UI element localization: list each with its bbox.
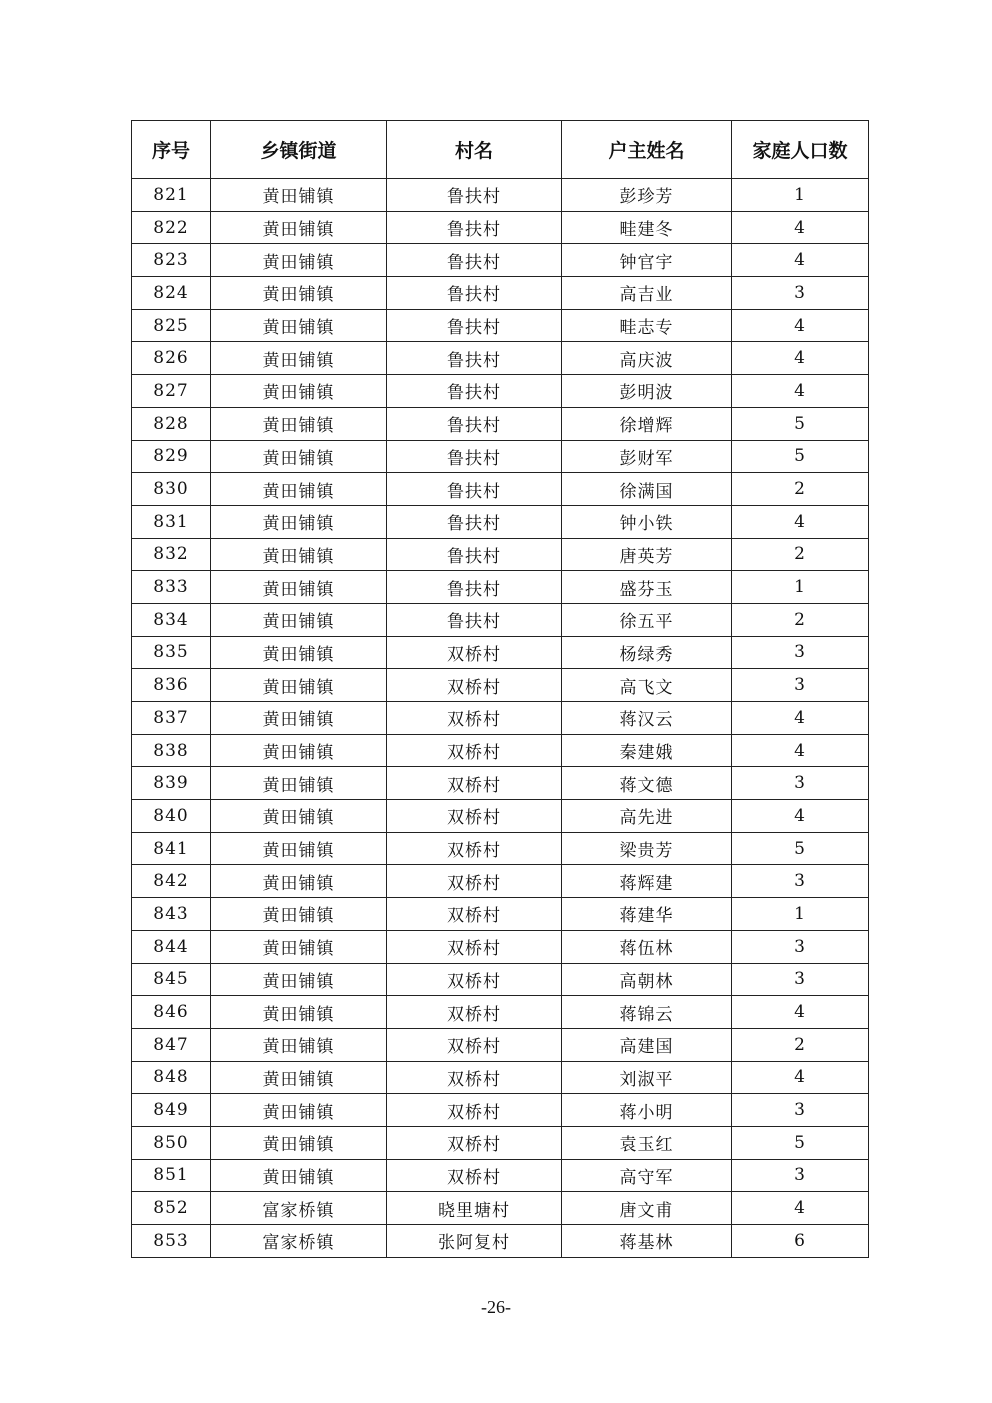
village-cell: 双桥村 (387, 1159, 562, 1192)
table-row (132, 1028, 869, 1061)
village-cell: 鲁扶村 (387, 342, 562, 375)
page-number: -26- (481, 1297, 511, 1317)
table-row (132, 342, 869, 375)
householder-cell: 唐英芳 (562, 538, 732, 571)
householder-cell: 杨绿秀 (562, 636, 732, 669)
township-cell: 黄田铺镇 (211, 571, 387, 604)
householder-cell: 唐文甫 (562, 1192, 732, 1225)
family-size-cell: 3 (732, 1159, 869, 1192)
column-header-family-size: 家庭人口数 (732, 121, 869, 179)
table-row (132, 800, 869, 833)
serial-cell: 832 (132, 538, 211, 571)
householder-cell: 刘淑平 (562, 1061, 732, 1094)
table-row (132, 211, 869, 244)
householder-cell: 彭财军 (562, 440, 732, 473)
table-row (132, 179, 869, 212)
table-row (132, 473, 869, 506)
township-cell: 黄田铺镇 (211, 996, 387, 1029)
serial-cell: 822 (132, 211, 211, 244)
family-size-cell: 4 (732, 244, 869, 277)
village-cell: 双桥村 (387, 734, 562, 767)
family-size-cell: 4 (732, 734, 869, 767)
village-cell: 张阿复村 (387, 1225, 562, 1258)
township-cell: 黄田铺镇 (211, 832, 387, 865)
household-table (131, 120, 869, 1258)
serial-cell: 823 (132, 244, 211, 277)
family-size-cell: 3 (732, 669, 869, 702)
family-size-cell: 4 (732, 702, 869, 735)
family-size-cell: 1 (732, 571, 869, 604)
householder-cell: 盛芬玉 (562, 571, 732, 604)
village-cell: 晓里塘村 (387, 1192, 562, 1225)
village-cell: 鲁扶村 (387, 309, 562, 342)
householder-cell: 钟小铁 (562, 505, 732, 538)
serial-cell: 827 (132, 375, 211, 408)
family-size-cell: 4 (732, 1061, 869, 1094)
table-row (132, 865, 869, 898)
family-size-cell: 2 (732, 603, 869, 636)
serial-cell: 849 (132, 1094, 211, 1127)
table-header-row (132, 121, 869, 179)
table-row (132, 603, 869, 636)
serial-cell: 824 (132, 277, 211, 310)
township-cell: 黄田铺镇 (211, 407, 387, 440)
township-cell: 黄田铺镇 (211, 211, 387, 244)
serial-cell: 842 (132, 865, 211, 898)
householder-cell: 蒋建华 (562, 898, 732, 931)
family-size-cell: 2 (732, 473, 869, 506)
township-cell: 黄田铺镇 (211, 669, 387, 702)
village-cell: 鲁扶村 (387, 244, 562, 277)
family-size-cell: 4 (732, 309, 869, 342)
village-cell: 鲁扶村 (387, 375, 562, 408)
township-cell: 黄田铺镇 (211, 702, 387, 735)
village-cell: 双桥村 (387, 996, 562, 1029)
village-cell: 双桥村 (387, 1061, 562, 1094)
village-cell: 鲁扶村 (387, 277, 562, 310)
serial-cell: 836 (132, 669, 211, 702)
householder-cell: 梁贵芳 (562, 832, 732, 865)
table-row (132, 1094, 869, 1127)
township-cell: 黄田铺镇 (211, 1094, 387, 1127)
table-row (132, 767, 869, 800)
table-row (132, 996, 869, 1029)
family-size-cell: 3 (732, 1094, 869, 1127)
township-cell: 黄田铺镇 (211, 244, 387, 277)
householder-cell: 高庆波 (562, 342, 732, 375)
householder-cell: 高朝林 (562, 963, 732, 996)
serial-cell: 837 (132, 702, 211, 735)
table-row (132, 963, 869, 996)
column-header-township: 乡镇街道 (211, 121, 387, 179)
family-size-cell: 4 (732, 505, 869, 538)
serial-cell: 831 (132, 505, 211, 538)
village-cell: 双桥村 (387, 898, 562, 931)
township-cell: 黄田铺镇 (211, 538, 387, 571)
village-cell: 双桥村 (387, 930, 562, 963)
township-cell: 黄田铺镇 (211, 277, 387, 310)
table-row (132, 309, 869, 342)
serial-cell: 825 (132, 309, 211, 342)
family-size-cell: 4 (732, 1192, 869, 1225)
village-cell: 鲁扶村 (387, 407, 562, 440)
family-size-cell: 3 (732, 930, 869, 963)
householder-cell: 蒋基林 (562, 1225, 732, 1258)
village-cell: 鲁扶村 (387, 179, 562, 212)
family-size-cell: 5 (732, 832, 869, 865)
householder-cell: 高飞文 (562, 669, 732, 702)
serial-cell: 846 (132, 996, 211, 1029)
table-row (132, 1192, 869, 1225)
table-row (132, 734, 869, 767)
family-size-cell: 5 (732, 1126, 869, 1159)
serial-cell: 838 (132, 734, 211, 767)
township-cell: 黄田铺镇 (211, 440, 387, 473)
township-cell: 黄田铺镇 (211, 800, 387, 833)
householder-cell: 徐五平 (562, 603, 732, 636)
family-size-cell: 2 (732, 1028, 869, 1061)
village-cell: 双桥村 (387, 1028, 562, 1061)
village-cell: 双桥村 (387, 865, 562, 898)
village-cell: 双桥村 (387, 1126, 562, 1159)
village-cell: 双桥村 (387, 636, 562, 669)
township-cell: 黄田铺镇 (211, 865, 387, 898)
table-row (132, 375, 869, 408)
householder-cell: 蒋汉云 (562, 702, 732, 735)
table-row (132, 898, 869, 931)
family-size-cell: 4 (732, 996, 869, 1029)
township-cell: 黄田铺镇 (211, 375, 387, 408)
table-row (132, 407, 869, 440)
table-row (132, 669, 869, 702)
township-cell: 黄田铺镇 (211, 1159, 387, 1192)
family-size-cell: 4 (732, 211, 869, 244)
table-row (132, 636, 869, 669)
table-row (132, 505, 869, 538)
serial-cell: 847 (132, 1028, 211, 1061)
table-body (132, 179, 869, 1258)
family-size-cell: 4 (732, 375, 869, 408)
family-size-cell: 2 (732, 538, 869, 571)
serial-cell: 830 (132, 473, 211, 506)
table-row (132, 538, 869, 571)
serial-cell: 844 (132, 930, 211, 963)
householder-cell: 徐增辉 (562, 407, 732, 440)
householder-cell: 蒋文德 (562, 767, 732, 800)
family-size-cell: 1 (732, 898, 869, 931)
serial-cell: 845 (132, 963, 211, 996)
village-cell: 鲁扶村 (387, 505, 562, 538)
column-header-householder: 户主姓名 (562, 121, 732, 179)
village-cell: 双桥村 (387, 963, 562, 996)
serial-cell: 840 (132, 800, 211, 833)
village-cell: 鲁扶村 (387, 440, 562, 473)
table-row (132, 244, 869, 277)
serial-cell: 850 (132, 1126, 211, 1159)
table-row (132, 1061, 869, 1094)
table-row (132, 930, 869, 963)
village-cell: 鲁扶村 (387, 211, 562, 244)
householder-cell: 蒋锦云 (562, 996, 732, 1029)
township-cell: 黄田铺镇 (211, 734, 387, 767)
householder-cell: 蒋辉建 (562, 865, 732, 898)
village-cell: 鲁扶村 (387, 603, 562, 636)
village-cell: 双桥村 (387, 669, 562, 702)
householder-cell: 高守军 (562, 1159, 732, 1192)
householder-cell: 袁玉红 (562, 1126, 732, 1159)
township-cell: 黄田铺镇 (211, 505, 387, 538)
township-cell: 黄田铺镇 (211, 473, 387, 506)
family-size-cell: 4 (732, 342, 869, 375)
village-cell: 鲁扶村 (387, 473, 562, 506)
serial-cell: 834 (132, 603, 211, 636)
householder-cell: 高吉业 (562, 277, 732, 310)
table-row (132, 1225, 869, 1258)
family-size-cell: 3 (732, 865, 869, 898)
householder-cell: 高先进 (562, 800, 732, 833)
serial-cell: 843 (132, 898, 211, 931)
table-row (132, 440, 869, 473)
table-row (132, 1159, 869, 1192)
township-cell: 黄田铺镇 (211, 179, 387, 212)
serial-cell: 853 (132, 1225, 211, 1258)
family-size-cell: 3 (732, 963, 869, 996)
family-size-cell: 6 (732, 1225, 869, 1258)
householder-cell: 蒋伍林 (562, 930, 732, 963)
serial-cell: 826 (132, 342, 211, 375)
householder-cell: 畦志专 (562, 309, 732, 342)
column-header-serial: 序号 (132, 121, 211, 179)
table-row (132, 702, 869, 735)
village-cell: 双桥村 (387, 702, 562, 735)
family-size-cell: 3 (732, 277, 869, 310)
table-row (132, 277, 869, 310)
township-cell: 黄田铺镇 (211, 963, 387, 996)
householder-cell: 彭珍芳 (562, 179, 732, 212)
householder-cell: 彭明波 (562, 375, 732, 408)
family-size-cell: 3 (732, 767, 869, 800)
serial-cell: 829 (132, 440, 211, 473)
householder-cell: 秦建娥 (562, 734, 732, 767)
serial-cell: 839 (132, 767, 211, 800)
family-size-cell: 4 (732, 800, 869, 833)
township-cell: 黄田铺镇 (211, 767, 387, 800)
township-cell: 富家桥镇 (211, 1225, 387, 1258)
householder-cell: 徐满国 (562, 473, 732, 506)
township-cell: 黄田铺镇 (211, 1061, 387, 1094)
village-cell: 鲁扶村 (387, 538, 562, 571)
township-cell: 黄田铺镇 (211, 636, 387, 669)
township-cell: 黄田铺镇 (211, 1028, 387, 1061)
township-cell: 黄田铺镇 (211, 1126, 387, 1159)
householder-cell: 畦建冬 (562, 211, 732, 244)
township-cell: 黄田铺镇 (211, 309, 387, 342)
serial-cell: 841 (132, 832, 211, 865)
serial-cell: 828 (132, 407, 211, 440)
table-row (132, 571, 869, 604)
family-size-cell: 1 (732, 179, 869, 212)
table-row (132, 1126, 869, 1159)
family-size-cell: 3 (732, 636, 869, 669)
village-cell: 双桥村 (387, 1094, 562, 1127)
serial-cell: 835 (132, 636, 211, 669)
serial-cell: 833 (132, 571, 211, 604)
serial-cell: 821 (132, 179, 211, 212)
family-size-cell: 5 (732, 407, 869, 440)
township-cell: 富家桥镇 (211, 1192, 387, 1225)
village-cell: 双桥村 (387, 767, 562, 800)
householder-cell: 钟官宇 (562, 244, 732, 277)
table-row (132, 832, 869, 865)
township-cell: 黄田铺镇 (211, 342, 387, 375)
serial-cell: 851 (132, 1159, 211, 1192)
village-cell: 鲁扶村 (387, 571, 562, 604)
serial-cell: 852 (132, 1192, 211, 1225)
township-cell: 黄田铺镇 (211, 603, 387, 636)
serial-cell: 848 (132, 1061, 211, 1094)
township-cell: 黄田铺镇 (211, 930, 387, 963)
householder-cell: 蒋小明 (562, 1094, 732, 1127)
family-size-cell: 5 (732, 440, 869, 473)
householder-cell: 高建国 (562, 1028, 732, 1061)
column-header-village: 村名 (387, 121, 562, 179)
village-cell: 双桥村 (387, 832, 562, 865)
village-cell: 双桥村 (387, 800, 562, 833)
township-cell: 黄田铺镇 (211, 898, 387, 931)
